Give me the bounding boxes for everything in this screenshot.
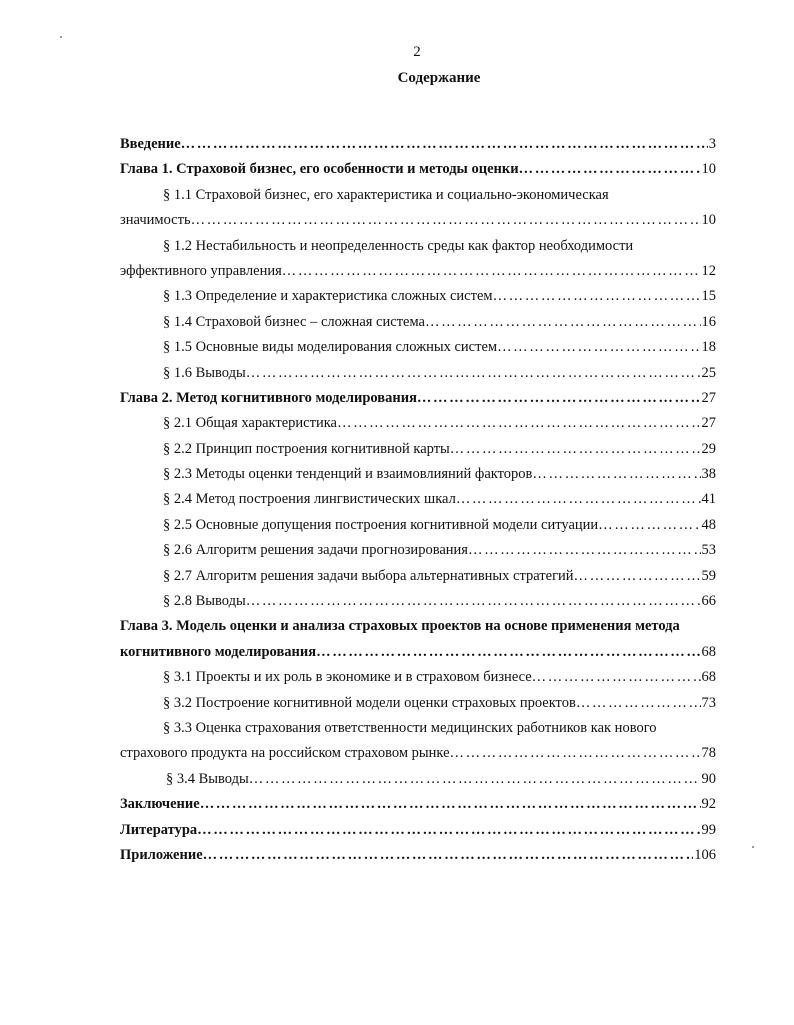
toc-entry[interactable] [120,538,716,563]
toc-entry-page: 29 [701,440,716,457]
toc-entry-title: § 3.1 Проекты и их роль в экономике и в страховом бизнесе [163,669,532,686]
toc-entry-page: 68 [701,669,716,686]
toc-leader-dots [282,259,701,284]
toc-entry-title: § 2.7 Алгоритм решения задачи выбора альтернативных стратегий [163,567,574,584]
toc-entry-page: 10 [701,212,716,229]
toc-leader-dots [417,386,701,411]
toc-heading: Содержание [397,70,481,86]
toc-entry-title: § 3.4 Выводы [166,770,249,787]
toc-entry-first-line[interactable] [120,234,716,259]
toc-entry-title: § 2.1 Общая характеристика [163,415,337,432]
toc-leader-dots [450,741,701,766]
toc-entry-title: § 2.3 Методы оценки тенденций и взаимовлияний факторов [163,466,533,483]
toc-entry-title: § 2.4 Метод построения лингвистических шкал [163,491,456,508]
toc-entry-title: § 1.6 Выводы [163,364,246,381]
toc-entry-page: 12 [701,262,716,279]
toc-entry-page: 16 [701,313,716,330]
toc-entry[interactable] [120,792,716,817]
toc-leader-dots [249,767,701,792]
toc-entry-title: значимость [120,212,191,229]
toc-entry-title: § 2.6 Алгоритм решения задачи прогнозирования [163,542,468,559]
toc-entry-title: Глава 2. Метод когнитивного моделирования [120,389,417,406]
toc-leader-dots [246,589,701,614]
toc-entry-continuation[interactable] [120,208,716,233]
toc-entry-page: 27 [701,389,716,406]
toc-entry[interactable] [120,462,716,487]
toc-entry-page: 68 [701,643,716,660]
toc-entry-continuation[interactable] [120,259,716,284]
toc-entry-first-line[interactable] [120,716,716,741]
toc-entry-page: 92 [701,796,716,813]
toc-entry-title: Глава 3. Модель оценки и анализа страховых проектов на основе применения метода [120,618,680,635]
toc-entry-first-line[interactable] [120,183,716,208]
toc-entry-title: Глава 1. Страховой бизнес, его особенности и методы оценки [120,161,519,178]
toc-entry[interactable] [120,691,716,716]
toc-leader-dots [450,437,701,462]
toc-entry-page: 48 [701,516,716,533]
toc-entry-continuation[interactable] [120,640,716,665]
toc-entry-page: 18 [701,339,716,356]
toc-entry[interactable] [120,665,716,690]
toc-entry-page: 73 [701,694,716,711]
toc-entry-title: § 1.5 Основные виды моделирования сложных систем [163,339,498,356]
toc-entry-title: Приложение [120,846,203,863]
toc-entry[interactable] [120,411,716,436]
toc-entry-title: § 1.3 Определение и характеристика сложных систем [163,288,493,305]
toc-entry[interactable] [120,818,716,843]
toc-leader-dots [519,157,701,182]
toc-entry-page: 27 [701,415,716,432]
toc-entry[interactable] [120,513,716,538]
toc-entry-title: § 2.5 Основные допущения построения когнитивной модели ситуации [163,516,599,533]
toc-entry[interactable] [120,589,716,614]
toc-entry[interactable] [120,843,716,868]
toc-entry[interactable] [120,437,716,462]
toc-entry[interactable] [120,310,716,335]
toc-entry-title: Введение [120,136,181,152]
toc-leader-dots [197,818,700,843]
toc-entry[interactable] [120,335,716,360]
toc-entry-page: 3 [708,136,716,152]
toc-leader-dots [497,335,700,360]
toc-entry-page: 59 [701,567,716,584]
toc-entry-page: 15 [701,288,716,305]
toc-entry-title: § 1.2 Нестабильность и неопределенность среды как фактор необходимости [163,237,634,254]
scan-speck [752,846,754,848]
toc-entry-page: 99 [701,821,716,838]
toc-leader-dots [425,310,701,335]
toc-entry-page: 25 [701,364,716,381]
toc-entry-title: § 2.8 Выводы [163,593,246,610]
toc-entry-first-line[interactable] [120,614,716,639]
toc-entry-title: § 3.3 Оценка страхования ответственности медицинских работников как нового [163,719,657,736]
toc-entry-title: § 1.1 Страховой бизнес, его характеристика и социально-экономическая [163,186,609,203]
toc-entry-page: 41 [701,491,716,508]
toc-leader-dots [574,564,701,589]
page-number: 2 [413,44,421,60]
toc-leader-dots [181,132,708,157]
toc-entry[interactable] [120,386,716,411]
toc-entry[interactable] [120,487,716,512]
toc-leader-dots [456,487,701,512]
toc-leader-dots [532,462,700,487]
scan-speck [60,36,62,38]
toc-leader-dots [532,665,701,690]
toc-entry-title: § 1.4 Страховой бизнес – сложная система [163,313,425,330]
table-of-contents [120,132,716,868]
toc-entry-page: 53 [701,542,716,559]
toc-entry-title: § 2.2 Принцип построения когнитивной карты [163,440,450,457]
toc-entry[interactable] [120,361,716,386]
toc-entry-title: когнитивного моделирования [120,643,317,660]
toc-leader-dots [493,284,701,309]
toc-leader-dots [316,640,700,665]
toc-leader-dots [598,513,700,538]
toc-leader-dots [576,691,701,716]
toc-leader-dots [246,361,701,386]
toc-entry-page: 10 [701,161,716,178]
toc-entry[interactable] [120,157,716,182]
toc-entry-page: 38 [701,466,716,483]
toc-entry-page: 66 [701,593,716,610]
toc-entry[interactable] [120,284,716,309]
toc-entry-title: эффективного управления [120,262,282,279]
toc-leader-dots [337,411,701,436]
toc-entry-page: 90 [701,770,716,787]
toc-entry[interactable] [120,564,716,589]
toc-entry-continuation[interactable] [120,741,716,766]
toc-entry[interactable] [120,767,716,792]
toc-entry-title: страхового продукта на российском страховом рынке [120,745,450,762]
toc-leader-dots [191,208,701,233]
toc-entry[interactable] [120,132,716,157]
toc-leader-dots [468,538,701,563]
toc-leader-dots [200,792,701,817]
toc-entry-page: 78 [701,745,716,762]
toc-entry-title: § 3.2 Построение когнитивной модели оценки страховых проектов [163,694,576,711]
toc-entry-title: Литература [120,821,198,838]
toc-entry-page: 106 [694,846,716,863]
toc-entry-title: Заключение [120,796,200,813]
toc-leader-dots [203,843,694,868]
